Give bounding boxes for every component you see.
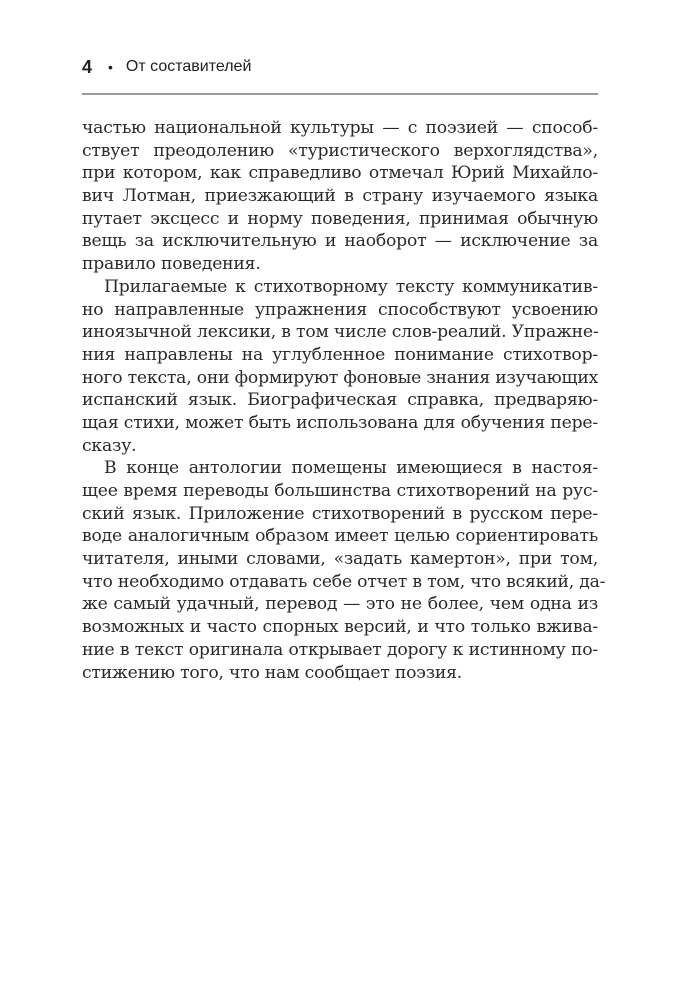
text-line: щая стихи, может быть использована для обучения пере-	[82, 412, 598, 433]
text-line: воде аналогичным образом имеет целью сориентировать	[82, 526, 598, 547]
text-line: вич Лотман, приезжающий в страну изучаемого языка	[82, 186, 598, 207]
text-line: ние в текст оригинала открывает дорогу к истинному по-	[82, 639, 598, 660]
text-line: правило поведения.	[82, 254, 261, 275]
running-header	[82, 54, 598, 80]
text-line: путает эксцесс и норму поведения, принимая обычную	[82, 208, 598, 229]
text-line: вещь за исключительную и наоборот — исключение за	[82, 231, 598, 252]
text-line: сказу.	[82, 435, 137, 456]
text-line: ного текста, они формируют фоновые знания изучающих	[82, 367, 599, 388]
text-line: В конце антологии помещены имеющиеся в настоя-	[104, 458, 598, 479]
text-line: частью национальной культуры — с поэзией — способ-	[82, 118, 598, 138]
header-separator: •	[108, 59, 113, 75]
text-line: при котором, как справедливо отмечал Юрий Михайло-	[82, 163, 598, 184]
text-line: возможных и часто спорных версий, и что только вжива-	[82, 617, 598, 638]
paragraph	[82, 117, 598, 276]
paragraph	[82, 276, 598, 458]
text-line: ствует преодолению «туристического верхоглядства»,	[82, 140, 598, 161]
text-line: Прилагаемые к стихотворному тексту коммуникатив-	[104, 276, 598, 297]
text-line: но направленные упражнения способствуют усвоению	[82, 299, 598, 320]
text-line: читателя, иными словами, «задать камертон», при том,	[82, 549, 598, 570]
page-number: 4	[82, 56, 93, 77]
text-line: щее время переводы большинства стихотворений на рус-	[82, 481, 598, 501]
section-title: От составителей	[125, 58, 252, 75]
text-line: ский язык. Приложение стихотворений в русском пере-	[82, 503, 598, 524]
paragraph	[82, 457, 606, 684]
text-line: стижению того, что нам сообщает поэзия.	[82, 662, 463, 683]
text-line: что необходимо отдавать себе отчет в том, что всякий, да-	[82, 571, 606, 592]
text-line: ния направлены на углубленное понимание стихотвор-	[82, 344, 598, 365]
body-text	[82, 117, 606, 684]
text-line: же самый удачный, перевод — это не более, чем одна из	[82, 594, 598, 615]
text-line: испанский язык. Биографическая справка, предваряю-	[82, 390, 598, 411]
text-line: иноязычной лексики, в том числе слов-реалий. Упражне-	[82, 322, 599, 343]
header-rule	[82, 93, 598, 95]
